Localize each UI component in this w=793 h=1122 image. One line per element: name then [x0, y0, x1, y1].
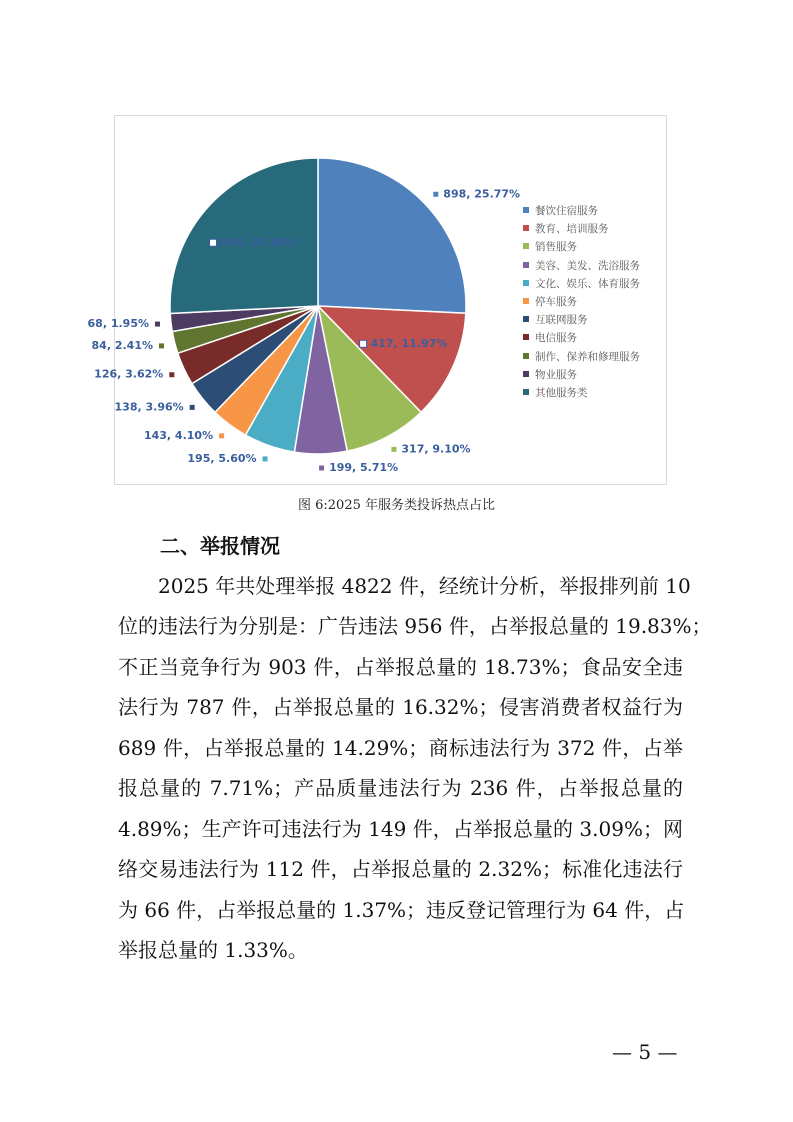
pie-data-label [391, 442, 470, 455]
legend-item [523, 311, 640, 329]
pie-slices [170, 158, 466, 454]
figure-caption: 图 6:2025 年服务类投诉热点占比 [298, 498, 495, 513]
legend-item [523, 202, 640, 220]
legend-label: 销售服务 [535, 241, 577, 254]
paragraph-line: 689 件，占举报总量的 14.29%；商标违法行为 372 件，占举 [118, 736, 683, 760]
legend-label: 其他服务类 [535, 386, 588, 399]
svg-text:84, 2.41%: 84, 2.41% [91, 338, 153, 352]
legend-swatch [523, 389, 529, 395]
paragraph-line: 位的违法行为分别是：广告违法 956 件，占举报总量的 19.83%； [118, 614, 712, 638]
legend-swatch [523, 280, 529, 286]
pie-data-label [92, 339, 164, 352]
pie-data-label [115, 400, 195, 413]
svg-text:126, 3.62%: 126, 3.62% [94, 367, 164, 381]
paragraph-line: 4.89%；生产许可违法行为 149 件，占举报总量的 3.09%；网 [118, 817, 683, 841]
pie-data-label [433, 187, 520, 200]
legend-swatch [523, 225, 529, 231]
pie-data-label [94, 368, 174, 381]
legend-label: 文化、娱乐、体育服务 [535, 277, 640, 290]
legend-item [523, 329, 640, 347]
legend-swatch [523, 298, 529, 304]
legend-item [523, 220, 640, 238]
legend-label: 物业服务 [535, 368, 577, 381]
pie-chart-container [87, 115, 667, 485]
pie-data-label [187, 452, 267, 465]
svg-text:143, 4.10%: 143, 4.10% [143, 428, 214, 442]
legend-item [523, 275, 640, 293]
pie-data-label [319, 461, 398, 474]
legend-label: 互联网服务 [535, 314, 588, 327]
legend-item [523, 257, 640, 275]
paragraph-line: 报总量的 7.71%；产品质量违法行为 236 件，占举报总量的 [118, 776, 683, 800]
svg-text:899, 25.80%: 899, 25.80% [220, 235, 298, 249]
paragraph-line: 法行为 787 件，占举报总量的 16.32%；侵害消费者权益行为 [118, 695, 683, 719]
legend-swatch [523, 334, 529, 340]
paragraph-line: 为 66 件，占举报总量的 1.37%；违反登记管理行为 64 件，占 [118, 898, 685, 922]
page-number: — 5 — [612, 1040, 678, 1064]
paragraph-line: 举报总量的 1.33%。 [118, 938, 308, 962]
legend-label: 电信服务 [535, 332, 577, 345]
paragraph-line: 不正当竞争行为 903 件，占举报总量的 18.73%；食品安全违 [118, 655, 683, 679]
legend-swatch [523, 353, 529, 359]
legend-swatch [523, 243, 529, 249]
legend-item [523, 293, 640, 311]
pie-data-label [144, 429, 224, 442]
paragraph-line: 络交易违法行为 112 件，占举报总量的 2.32%；标准化违法行 [118, 857, 683, 881]
legend-item [523, 366, 640, 384]
svg-text:898, 25.77%: 898, 25.77% [443, 187, 521, 201]
svg-text:68, 1.95%: 68, 1.95% [87, 317, 150, 331]
chart-legend [523, 202, 640, 402]
legend-item [523, 238, 640, 256]
svg-text:417, 11.97%: 417, 11.97% [370, 336, 448, 350]
pie-data-label [88, 317, 160, 330]
legend-label: 教育、培训服务 [535, 223, 609, 236]
legend-swatch [523, 371, 529, 377]
legend-swatch [523, 207, 529, 213]
legend-swatch [523, 262, 529, 268]
legend-label: 美容、美发、洗浴服务 [535, 259, 640, 272]
legend-label: 制作、保养和修理服务 [535, 350, 640, 363]
svg-text:199, 5.71%: 199, 5.71% [329, 460, 399, 474]
section-title: 二、举报情况 [160, 534, 280, 558]
paragraph-line: 2025 年共处理举报 4822 件，经统计分析，举报排列前 10 [118, 574, 691, 598]
legend-item [523, 348, 640, 366]
legend-label: 餐饮住宿服务 [535, 205, 598, 217]
legend-label: 停车服务 [535, 295, 577, 308]
pie-data-label [209, 236, 297, 249]
svg-text:138, 3.96%: 138, 3.96% [114, 400, 184, 414]
legend-item [523, 384, 640, 402]
svg-text:317, 9.10%: 317, 9.10% [401, 442, 471, 456]
pie-data-label [360, 337, 448, 350]
legend-swatch [523, 316, 529, 322]
pie-slice [318, 158, 466, 313]
svg-text:195, 5.60%: 195, 5.60% [187, 451, 257, 465]
